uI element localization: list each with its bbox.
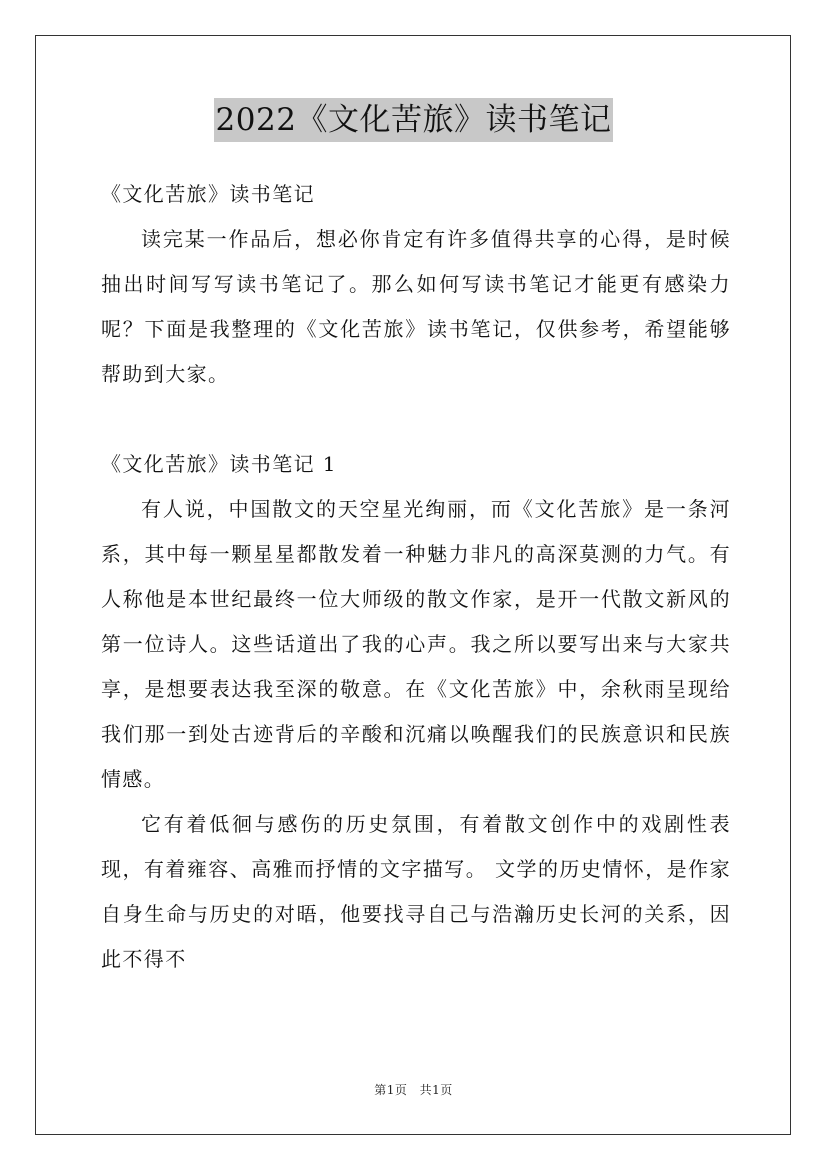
title-container [0, 98, 827, 142]
page-footer [0, 1081, 827, 1098]
document-title: 2022《文化苦旅》读书笔记 [214, 98, 614, 142]
section-heading-1: 《文化苦旅》读书笔记 1 [101, 452, 337, 476]
page-total: 共1页 [419, 1083, 453, 1097]
section-heading-intro: 《文化苦旅》读书笔记 [101, 182, 315, 206]
page-number: 第1页 [374, 1083, 408, 1097]
body-paragraph-1: 有人说，中国散文的天空星光绚丽，而《文化苦旅》是一条河系，其中每一颗星星都散发着一种魅力非凡的高深莫测的力气。有人称他是本世纪最终一位大师级的散文作家，是开一代散文新风的第一位诗人。这些话道出了我的心声。我之所以要写出来与大家共享，是想要表达我至深的敬意。在《文化苦旅》中，余秋雨呈现给我们那一到处古迹背后的辛酸和沉痛以唤醒我们的民族意识和民族情感。 [101, 497, 731, 791]
document-body [101, 172, 731, 982]
intro-paragraph: 读完某一作品后，想必你肯定有许多值得共享的心得，是时候抽出时间写写读书笔记了。那么如何写读书笔记才能更有感染力呢？下面是我整理的《文化苦旅》读书笔记，仅供参考，希望能够帮助到大家。 [101, 227, 731, 386]
blank-line [101, 397, 731, 442]
body-paragraph-2: 它有着低徊与感伤的历史氛围，有着散文创作中的戏剧性表现，有着雍容、高雅而抒情的文字描写。 文学的历史情怀，是作家自身生命与历史的对晤，他要找寻自己与浩瀚历史长河的关系，因此不得不 [101, 812, 731, 971]
